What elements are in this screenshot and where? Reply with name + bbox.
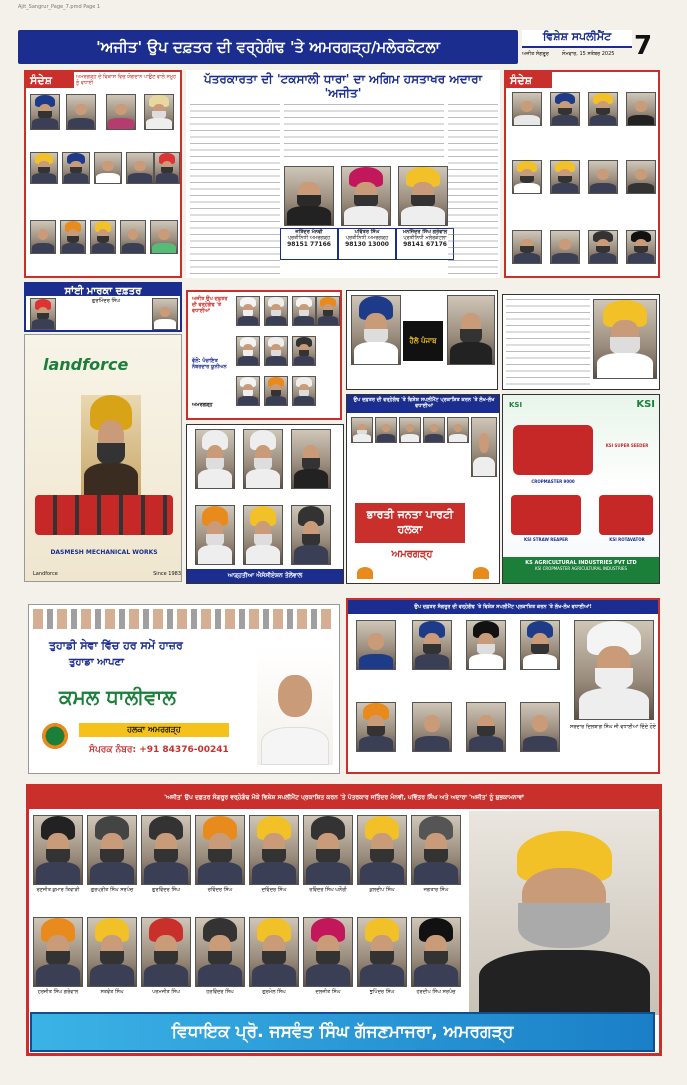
person-photo xyxy=(94,152,122,184)
person-photo xyxy=(588,230,618,264)
person-photo xyxy=(447,295,495,365)
person-card xyxy=(195,815,245,911)
kamal-name: ਕਮਲ ਧਾਲੀਵਾਲ xyxy=(59,685,176,709)
person-photo xyxy=(195,917,245,987)
person-photo xyxy=(236,336,260,366)
person-card xyxy=(33,917,83,1013)
reporter-photo-1 xyxy=(284,166,334,226)
person-card xyxy=(87,815,137,911)
person-card xyxy=(411,815,461,911)
person-photo xyxy=(249,917,299,987)
edition-label: ਅਜੀਤ ਸੰਗਰੂਰ xyxy=(522,51,549,57)
person-caption: ਗੁਰਪ੍ਰੀਤ ਸਿੰਘ ਸਰਪੰਚ xyxy=(90,887,134,893)
ksi-small-logo: KSI xyxy=(509,401,523,409)
person-photo xyxy=(412,702,452,752)
person-photo xyxy=(62,152,90,184)
landforce-footer-right: Since 1983 xyxy=(153,571,181,577)
kamal-tagline-1: ਤੁਹਾਡੀ ਸੇਵਾ ਵਿੱਚ ਹਰ ਸਮੇਂ ਹਾਜ਼ਰ xyxy=(49,639,183,652)
person-caption: ਰਣਜੀਤ ਕੁਮਾਰ ਤਿਵਾੜੀ xyxy=(36,887,80,893)
bottom-row-1 xyxy=(33,815,465,911)
main-article-title: ਪੱਤਰਕਾਰਤਾ ਦੀ 'ਟਕਸਾਲੀ ਧਾਰਾ' ਦਾ ਅਗਿਮ ਹਸਤਾਖਰ ਅਦਾਰਾ 'ਅਜੀਤ' xyxy=(204,72,482,100)
person-photo xyxy=(356,702,396,752)
person-photo xyxy=(466,702,506,752)
person-photo xyxy=(411,815,461,885)
person-photo xyxy=(87,815,137,885)
lotus-icon xyxy=(473,567,489,579)
reporter-caption-2: ਪਵਿੱਤਰ ਸਿੰਘ ਪ੍ਰਤੀਨਿਧੀ ਅਮਰਗੜ੍ਹ 98130 13000 xyxy=(338,228,396,260)
right-mid-box xyxy=(346,598,660,774)
person-photo xyxy=(626,92,656,126)
person-photo xyxy=(471,417,497,477)
left-sandesh-subtitle: ਅਮਰਗੜ੍ਹ ਦੇ ਵਿਕਾਸ ਵਿਚ ਯੋਗਦਾਨ ਪਾਉਣ ਵਾਲੇ ਸਮੂਹ ਨੂੰ ਵਧਾਈ xyxy=(76,74,177,86)
person-photo xyxy=(152,298,178,330)
supplement-label: ਵਿਸ਼ੇਸ਼ ਸਪਲੀਮੈਂਟ xyxy=(522,30,632,48)
person-photo xyxy=(626,160,656,194)
machinery-image xyxy=(35,495,173,535)
person-caption: ਦਵਿੰਦਰ ਸਿੰਘ xyxy=(261,887,287,893)
person-photo xyxy=(66,94,96,130)
landforce-ad xyxy=(24,334,182,582)
person-photo xyxy=(60,220,86,254)
ksi-company: KS AGRICULTURAL INDUSTRIES PVT LTD KSI CROPMASTER AGRICULTURAL INDUSTRIES xyxy=(503,557,659,583)
article-body-text xyxy=(284,104,444,162)
reporter-caption-1: ਜਤਿੰਦਰ ਮੰਨਵੀ ਪ੍ਰਤੀਨਿਧੀ ਅਮਰਗੜ੍ਹ 98151 77166 xyxy=(280,228,338,260)
bjp-box xyxy=(346,394,500,584)
person-caption: ਹਰਵਿੰਦਰ ਸਿੰਘ xyxy=(206,989,234,995)
person-photo xyxy=(375,417,397,443)
sai-box-title: ਸਾਂਈ ਮਾਰਕਾ ਦਫ਼ਤਰ xyxy=(26,284,180,296)
sai-box-sub: ਗੁਰਮਿੰਦਰ ਸਿੰਘ xyxy=(91,298,121,304)
person-photo xyxy=(399,417,421,443)
person-caption: ਦਲਜੀਤ ਸਿੰਘ xyxy=(315,989,341,995)
print-slug: Ajit_Sangrur_Page_7.pmd Page 1 xyxy=(18,4,101,10)
person-photo xyxy=(520,702,560,752)
person-photo xyxy=(356,620,396,670)
farmer-photo xyxy=(81,395,141,495)
hello-punjab-box xyxy=(346,290,498,390)
person-photo xyxy=(144,94,174,130)
person-photo xyxy=(264,296,288,326)
person-photo xyxy=(195,505,235,565)
congress-hand-icon xyxy=(37,721,73,751)
person-photo xyxy=(236,376,260,406)
bjp-title: ਉਪ ਦਫ਼ਤਰ ਦੀ ਵਰ੍ਹੇਗੰਢ 'ਤੇ ਵਿਸ਼ੇਸ਼ ਸਪਲੀਮੈਂਟ ਪ੍ਰਕਾਸ਼ਿਤ ਕਰਨ 'ਤੇ ਲੱਖ-ਲੱਖ ਵਧਾਈਆਂ xyxy=(347,395,500,413)
person-photo xyxy=(126,152,154,184)
mla-footer-banner: ਵਿਧਾਇਕ ਪ੍ਰੋ. ਜਸਵੰਤ ਸਿੰਘ ਗੱਜਣਮਾਜਰਾ, ਅਮਰਗੜ੍ਹ xyxy=(30,1012,655,1052)
nambardar-line-1: ਅਜੀਤ ਉਪ ਦਫ਼ਤਰ ਦੀ ਵਰ੍ਹੇਗੰਢ 'ਤੇ ਵਧਾਈਆਂ xyxy=(192,296,228,314)
nambardar-line-2: ਵੱਲੋਂ: ਪੰਚਾਇਤ ਨੰਬਰਦਾਰ ਯੂਨੀਅਨ xyxy=(192,358,227,370)
person-card xyxy=(357,815,407,911)
nambardar-box xyxy=(186,290,342,420)
combine-harvester-image xyxy=(513,425,593,475)
lotus-icon xyxy=(357,567,373,579)
person-photo xyxy=(351,295,401,365)
person-card xyxy=(195,917,245,1013)
person-photo xyxy=(30,152,58,184)
right-sandesh-title: ਸੰਦੇਸ਼ xyxy=(506,72,552,88)
person-photo xyxy=(292,296,316,326)
person-photo xyxy=(316,296,340,326)
ksi-ad xyxy=(502,394,660,584)
person-photo xyxy=(33,917,83,987)
nambardar-line-3: ਅਮਰਗੜ੍ਹ xyxy=(192,402,213,408)
landforce-logo: landforce xyxy=(43,355,129,374)
person-caption: ਪਰਮਜੀਤ ਸਿੰਘ xyxy=(152,989,180,995)
ksi-line-4: KSI ROTAVATOR xyxy=(609,537,645,542)
person-card xyxy=(33,815,83,911)
person-card xyxy=(141,815,191,911)
person-photo xyxy=(466,620,506,670)
person-photo xyxy=(588,92,618,126)
person-card xyxy=(87,917,137,1013)
person-photo xyxy=(195,429,235,489)
dasmesh-company: DASMESH MECHANICAL WORKS xyxy=(50,549,158,556)
person-card xyxy=(303,815,353,911)
person-caption: ਕੁਲਦੀਪ ਸਿੰਘ xyxy=(369,887,395,893)
ksi-line-1: KSI SUPER SEEDER xyxy=(605,443,649,448)
person-photo xyxy=(512,230,542,264)
person-photo xyxy=(291,505,331,565)
person-photo xyxy=(264,376,288,406)
person-card xyxy=(249,815,299,911)
page-number: 7 xyxy=(634,31,652,61)
person-photo xyxy=(357,815,407,885)
person-photo xyxy=(141,815,191,885)
person-photo xyxy=(351,417,373,443)
leaders-strip xyxy=(33,609,333,629)
person-photo xyxy=(520,620,560,670)
person-caption: ਗੁਰਵਿੰਦਰ ਸਿੰਘ xyxy=(152,887,180,893)
mla-photo xyxy=(469,811,659,1015)
person-caption: ਰਵਿੰਦਰ ਸਿੰਘ ਘਨੌਰੀ xyxy=(309,887,347,893)
big-person-photo xyxy=(574,620,654,720)
article-body-text xyxy=(448,104,498,274)
person-photo xyxy=(550,92,580,126)
person-photo xyxy=(412,620,452,670)
right-portrait-article xyxy=(502,294,660,390)
person-caption: ਰਵਿੰਦਰ ਸਿੰਘ xyxy=(207,887,233,893)
person-caption: ਹਰਦੀਪ ਸਿੰਘ ਸਰਪੰਚ xyxy=(416,989,456,995)
person-photo xyxy=(243,505,283,565)
person-photo xyxy=(512,92,542,126)
arhtiya-footer: ਆੜ੍ਹਤੀਆ ਐਸੋਸੀਏਸ਼ਨ ਤੋਲੇਵਾਲ xyxy=(187,569,343,583)
kamal-contact: ਸੰਪਰਕ ਨੰਬਰ: +91 84376-00241 xyxy=(89,745,229,755)
person-card xyxy=(411,917,461,1013)
main-article xyxy=(186,70,500,278)
ksi-brand: KSI xyxy=(636,399,655,410)
bottom-title: 'ਅਜੀਤ' ਉਪ ਦਫ਼ਤਰ ਸੰਗਰੂਰ ਵਰ੍ਹੇਗੰਢ ਮੌਕੇ ਵਿਸ਼ੇਸ਼ ਸਪਲੀਮੈਂਟ ਪ੍ਰਕਾਸ਼ਿਤ ਕਰਨ 'ਤੇ ਪੱਤਰਕਾਰ ਜਤਿੰਦਰ ਮੰਨਵੀ, ਪਵਿੱਤਰ ਸਿੰਘ ਅਤੇ ਅਦਾਰਾ 'ਅਜੀਤ' ਨੂੰ ਸ਼ੁਭਕਾਮਨਾਵਾਂ xyxy=(29,787,659,809)
landforce-footer-left: Landforce xyxy=(33,571,58,577)
page-header-title: 'ਅਜੀਤ' ਉਪ ਦਫ਼ਤਰ ਦੀ ਵਰ੍ਹੇਗੰਢ 'ਤੇ ਅਮਰਗੜ੍ਹ/ਮਲੇਰਕੋਟਲਾ xyxy=(18,30,518,64)
rotavator-image xyxy=(599,495,653,535)
person-photo xyxy=(550,160,580,194)
person-photo xyxy=(423,417,445,443)
left-sandesh-panel xyxy=(24,70,182,278)
person-photo xyxy=(593,299,657,379)
person-photo xyxy=(30,220,56,254)
right-sandesh-panel xyxy=(504,70,660,278)
right-mid-title: ਉਪ ਦਫ਼ਤਰ ਸੰਗਰੂਰ ਦੀ ਵਰ੍ਹੇਗੰਢ 'ਤੇ ਵਿਸ਼ੇਸ਼ ਸਪਲੀਮੈਂਟ ਪ੍ਰਕਾਸ਼ਿਤ ਕਰਨ 'ਤੇ ਲੱਖ-ਲੱਖ ਵਧਾਈਆਂ! xyxy=(348,600,658,614)
reporter-photo-2 xyxy=(341,166,391,226)
reporter-caption-3: ਮਨਜਿੰਦਰ ਸਿੰਘ ਗਰੇਵਾਲ ਪ੍ਰਤੀਨਿਧੀ ਮਲੇਰਕੋਟਲਾ 98141 67176 xyxy=(396,228,454,260)
ksi-line-3: KSI STRAW REAPER xyxy=(524,537,568,542)
person-photo xyxy=(141,917,191,987)
person-photo xyxy=(236,296,260,326)
person-photo xyxy=(30,298,56,330)
kamal-tagline-2: ਤੁਹਾਡਾ ਆਪਣਾ xyxy=(69,657,124,668)
person-photo xyxy=(626,230,656,264)
person-caption: ਸਤਵੰਤ ਸਿੰਘ xyxy=(100,989,124,995)
left-sandesh-title: ਸੰਦੇਸ਼ xyxy=(26,72,74,88)
person-photo xyxy=(150,220,178,254)
person-photo xyxy=(264,336,288,366)
person-caption: ਹਰਜੀਤ ਸਿੰਘ ਗਰੇਵਾਲ xyxy=(37,989,79,995)
person-photo xyxy=(303,917,353,987)
person-caption: ਗੁਰਮੇਲ ਸਿੰਘ xyxy=(262,989,286,995)
person-photo xyxy=(154,152,180,184)
supplement-block xyxy=(522,30,652,64)
person-photo xyxy=(292,336,316,366)
person-card xyxy=(141,917,191,1013)
ksi-line-2: CROPMASTER 9000 xyxy=(531,479,575,484)
person-card xyxy=(357,917,407,1013)
person-photo xyxy=(195,815,245,885)
bjp-party-name: ਭਾਰਤੀ ਜਨਤਾ ਪਾਰਟੀ ਹਲਕਾ xyxy=(355,503,465,543)
bjp-place: ਅਮਰਗੜ੍ਹ xyxy=(391,549,433,560)
person-photo xyxy=(106,94,136,130)
person-photo xyxy=(292,376,316,406)
person-photo xyxy=(291,429,331,489)
person-photo xyxy=(33,815,83,885)
date-label: ਸੋਮਵਾਰ, 15 ਸਤੰਬਰ 2025 xyxy=(562,51,615,57)
article-body-text xyxy=(506,299,590,385)
arhtiya-box xyxy=(186,424,344,584)
person-photo xyxy=(550,230,580,264)
person-photo xyxy=(411,917,461,987)
hello-punjab-logo: ਹੈਲੋ ਪੰਜਾਬ xyxy=(403,321,443,361)
person-caption: ਜਗਤਾਰ ਸਿੰਘ xyxy=(423,887,449,893)
person-photo xyxy=(87,917,137,987)
kamal-constituency: ਹਲਕਾ ਅਮਰਗੜ੍ਹ xyxy=(79,723,229,737)
bottom-row-2 xyxy=(33,917,465,1013)
person-photo xyxy=(30,94,60,130)
person-photo xyxy=(303,815,353,885)
person-photo xyxy=(512,160,542,194)
person-photo xyxy=(249,815,299,885)
article-body-text xyxy=(190,104,280,274)
kamal-photo xyxy=(257,645,333,765)
sai-marka-box xyxy=(24,282,182,332)
person-photo xyxy=(90,220,116,254)
person-photo xyxy=(447,417,469,443)
person-caption: ਭੁਪਿੰਦਰ ਸਿੰਘ xyxy=(369,989,395,995)
kamal-dhaliwal-ad xyxy=(28,604,340,774)
reporter-photo-3 xyxy=(398,166,448,226)
person-card xyxy=(249,917,299,1013)
person-photo xyxy=(120,220,146,254)
person-photo xyxy=(243,429,283,489)
person-photo xyxy=(357,917,407,987)
person-photo xyxy=(588,160,618,194)
straw-reaper-image xyxy=(511,495,581,535)
person-card xyxy=(303,917,353,1013)
right-mid-big-caption: ਸਰਦਾਰ ਦਿਲਬਾਗ ਸਿੰਘ ਜੀ ਵਧਾਈਆਂ ਦਿੰਦੇ ਹੋਏ xyxy=(570,724,656,730)
